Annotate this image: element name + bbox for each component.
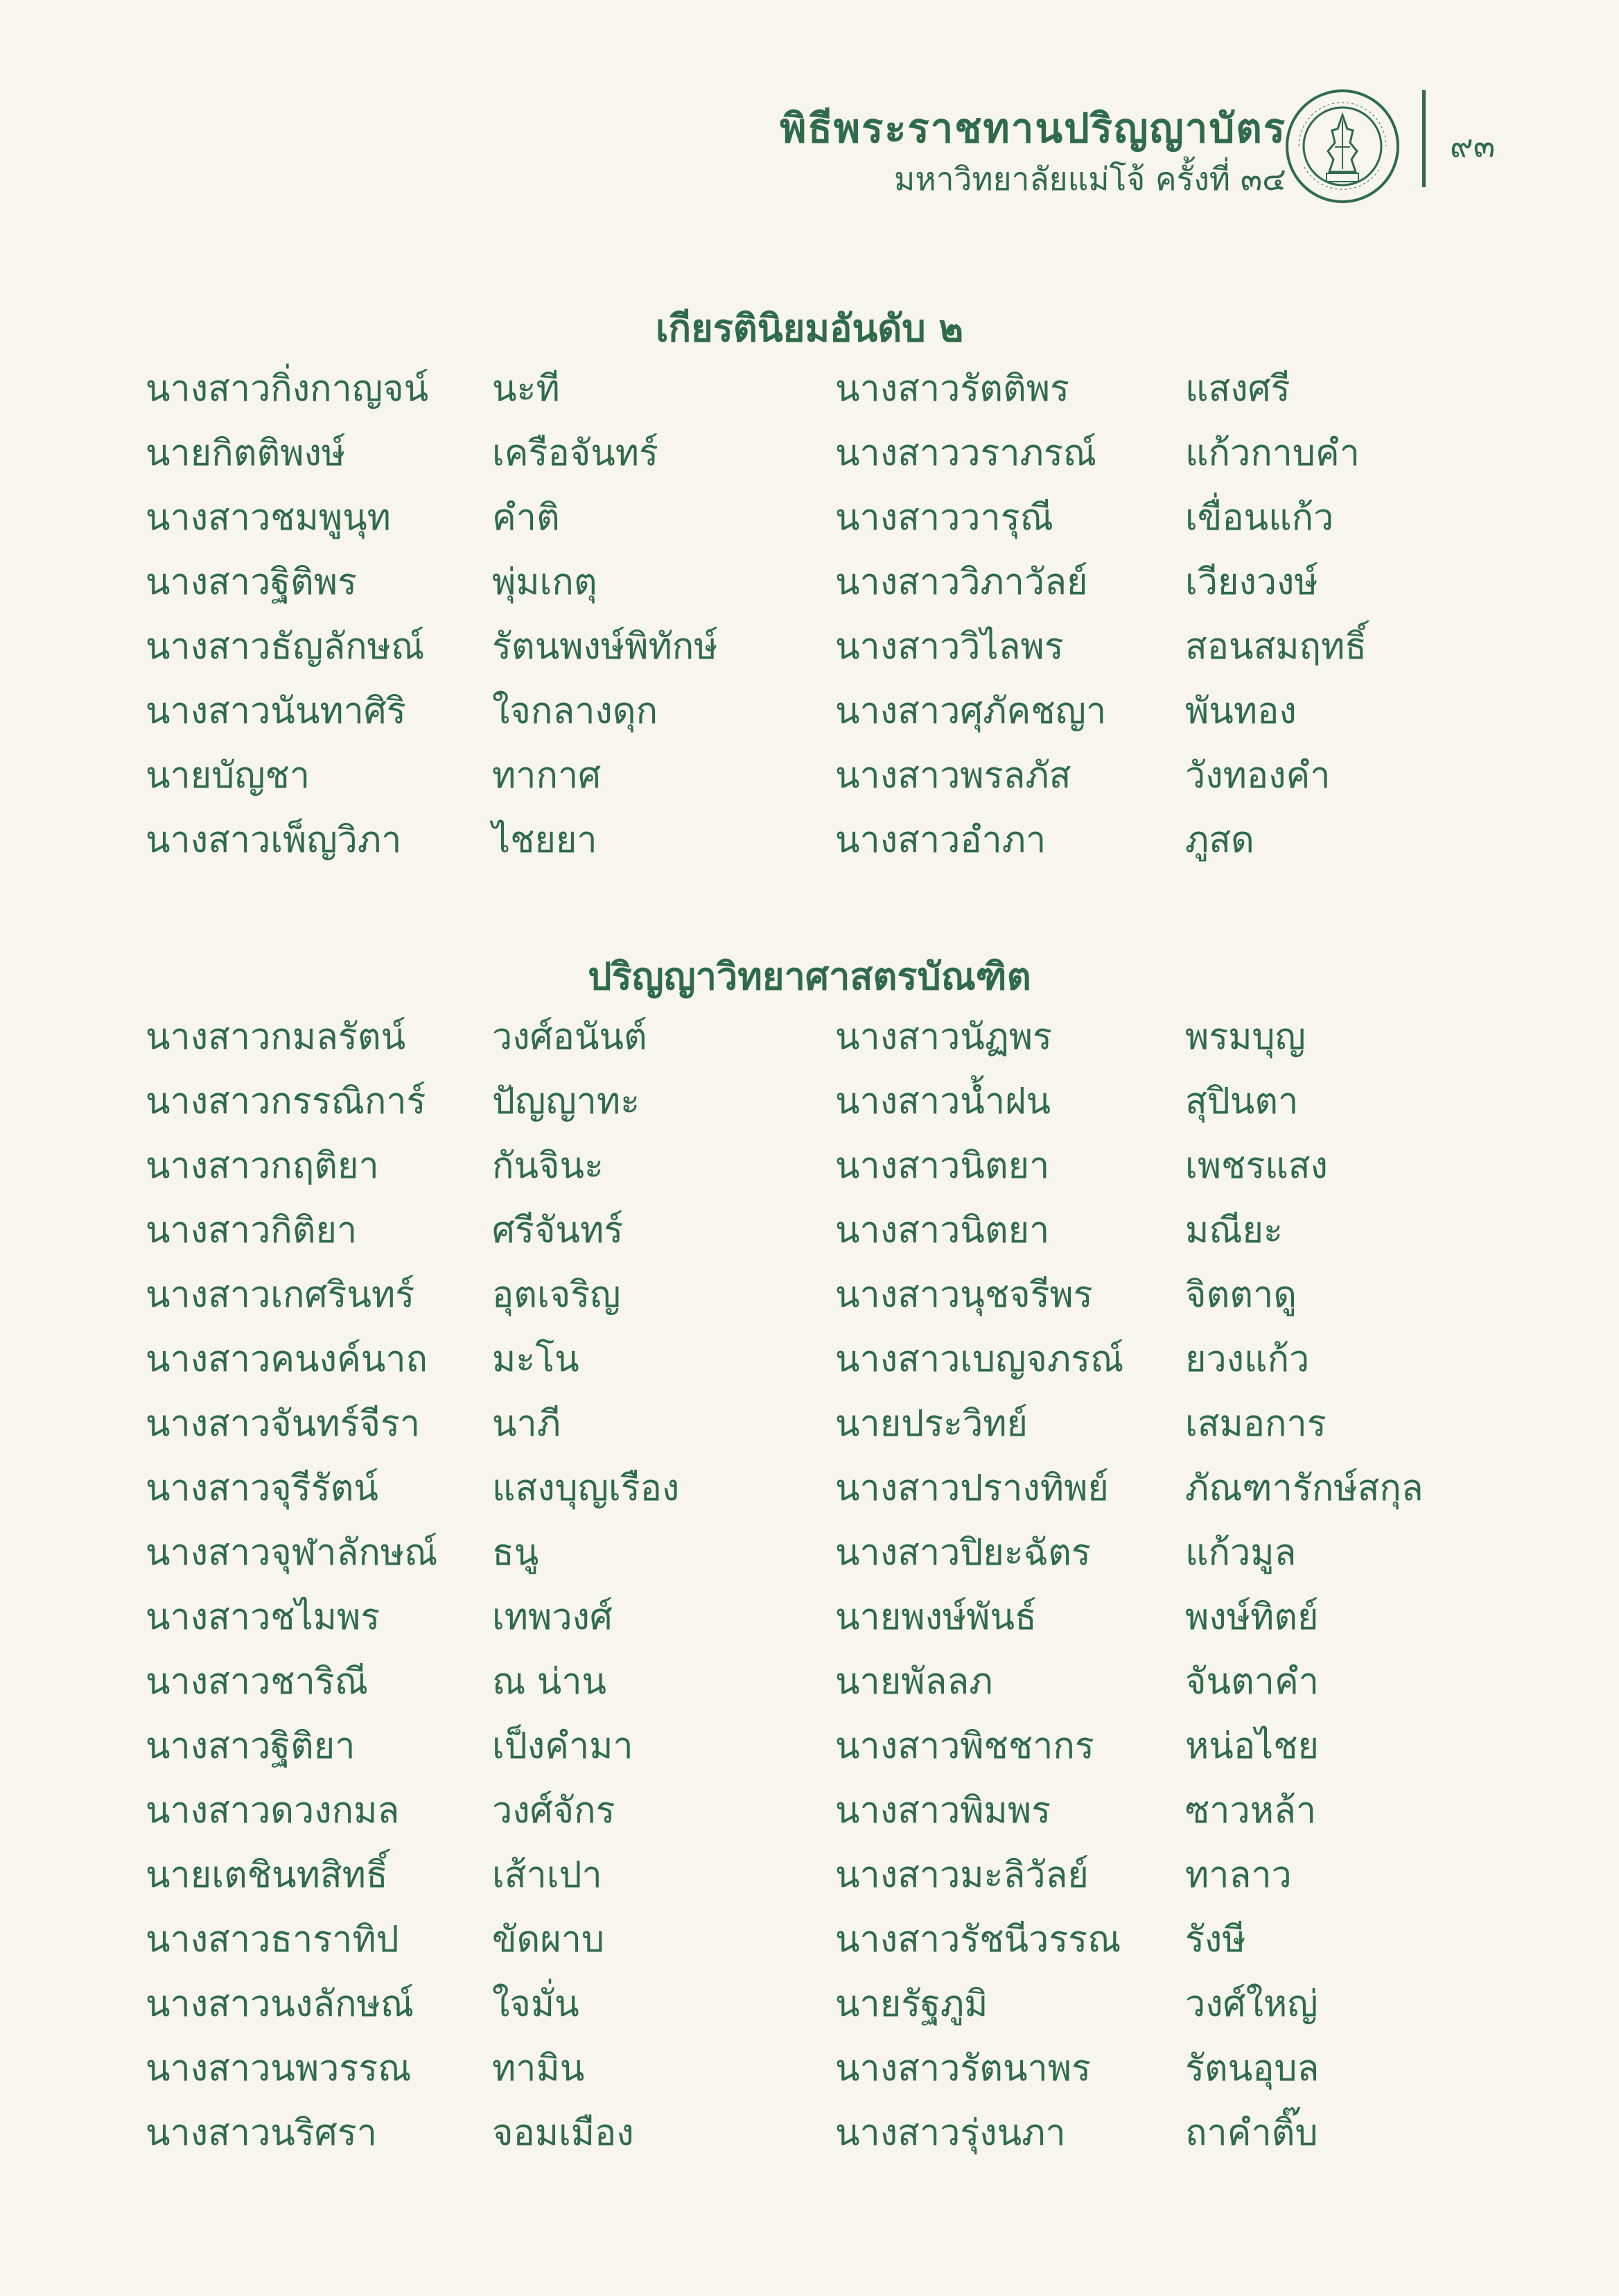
graduate-row [0,754,1619,819]
last-name-cell: สอนสมฤทธิ์ [1185,626,1367,668]
first-name-cell: นางสาวฐิติพร [146,562,357,603]
last-name-cell: จอมเมือง [492,2112,634,2154]
first-name-cell: นางสาวกรรณิการ์ [146,1081,426,1122]
last-name-cell: ศรีจันทร์ [492,1210,624,1251]
last-name-cell: รัตนอุบล [1185,2048,1320,2089]
section-heading: เกียรตินิยมอันดับ ๒ [655,306,964,350]
last-name-cell: คำติ [492,497,560,539]
graduate-row [0,2112,1619,2176]
first-name-cell: นายกิตติพงษ์ [146,433,346,474]
first-name-cell: นางสาวคนงค์นาถ [146,1339,428,1380]
last-name-cell: วงศ์จักร [492,1790,615,1832]
first-name-cell: นายบัญชา [146,755,310,797]
last-name-cell: มณียะ [1185,1210,1283,1251]
last-name-cell: ซาวหล้า [1185,1790,1317,1832]
last-name-cell: แสงศรี [1185,368,1290,410]
page-number: ๙๓ [1450,127,1496,164]
page-header [0,90,1619,215]
last-name-cell: ทากาศ [492,755,602,797]
first-name-cell: นางสาวเกศรินทร์ [146,1274,415,1316]
last-name-cell: รัตนพงษ์พิทักษ์ [492,626,718,668]
graduate-row [0,432,1619,496]
first-name-cell: นายพัลลภ [835,1661,993,1703]
graduate-row [0,1918,1619,1983]
first-name-cell: นางสาวดวงกมล [146,1790,400,1832]
graduate-row [0,625,1619,690]
graduate-row [0,819,1619,883]
first-name-cell: นายประวิทย์ [835,1403,1029,1445]
last-name-cell: ภูสด [1185,819,1254,861]
first-name-cell: นางสาวเพ็ญวิภา [146,819,402,861]
first-name-cell: นางสาวธาราทิป [146,1919,399,1960]
first-name-cell: นางสาววราภรณ์ [835,433,1097,474]
last-name-cell: เทพวงศ์ [492,1597,613,1638]
graduate-row [0,1725,1619,1789]
graduate-row [0,1854,1619,1918]
first-name-cell: นางสาวอำภา [835,819,1047,861]
first-name-cell: นางสาวรัชนีวรรณ [835,1919,1121,1960]
graduate-row [0,690,1619,754]
last-name-cell: ยวงแก้ว [1185,1339,1310,1380]
last-name-cell: จิตตาดู [1185,1274,1297,1316]
first-name-cell: นางสาวกิติยา [146,1210,358,1251]
first-name-cell: นางสาวพิมพร [835,1790,1051,1832]
last-name-cell: ถาคำติ๊บ [1185,2112,1318,2154]
first-name-cell: นางสาวเบญจภรณ์ [835,1339,1124,1380]
graduate-row [0,496,1619,561]
first-name-cell: นางสาวกมลรัตน์ [146,1016,406,1058]
graduate-row [0,2047,1619,2112]
graduate-row [0,1209,1619,1273]
first-name-cell: นางสาวกฤติยา [146,1145,379,1187]
first-name-cell: นางสาวชาริณี [146,1661,368,1703]
last-name-cell: พงษ์ทิตย์ [1185,1597,1319,1638]
last-name-cell: เป็งคำมา [492,1725,633,1767]
first-name-cell: นางสาวรัตนาพร [835,2048,1091,2089]
graduate-row [0,367,1619,432]
first-name-cell: นางสาวพิชชากร [835,1725,1094,1767]
first-name-cell: นางสาวนริศรา [146,2112,377,2154]
last-name-cell: สุปินตา [1185,1081,1299,1122]
first-name-cell: นางสาวรุ่งนภา [835,2112,1066,2154]
first-name-cell: นางสาวธัญลักษณ์ [146,626,425,668]
first-name-cell: นางสาวปรางทิพย์ [835,1468,1109,1509]
last-name-cell: นาภี [492,1403,561,1445]
graduate-row [0,1596,1619,1660]
last-name-cell: อุตเจริญ [492,1274,621,1316]
last-name-cell: เครือจันทร์ [492,433,658,474]
first-name-cell: นางสาววิภาวัลย์ [835,562,1088,603]
first-name-cell: นางสาวรัตติพร [835,368,1069,410]
first-name-cell: นายรัฐภูมิ [835,1983,988,2025]
last-name-cell: ขัดผาบ [492,1919,604,1960]
graduate-row [0,1145,1619,1209]
first-name-cell: นางสาวนัฏพร [835,1016,1052,1058]
last-name-cell: เสมอการ [1185,1403,1327,1445]
graduate-row [0,1789,1619,1854]
graduate-row [0,1402,1619,1467]
graduate-row [0,1016,1619,1080]
last-name-cell: มะโน [492,1339,579,1380]
last-name-cell: พุ่มเกตุ [492,562,597,603]
ceremony-title: พิธีพระราชทานปริญญาบัตร [780,105,1286,152]
last-name-cell: วังทองคำ [1185,755,1331,797]
first-name-cell: นายพงษ์พันธ์ [835,1597,1037,1638]
graduate-row [0,1983,1619,2047]
last-name-cell: วงศ์อนันต์ [492,1016,647,1058]
university-seal-icon [1284,87,1401,205]
graduate-row [0,1531,1619,1596]
first-name-cell: นางสาวจุฬาลักษณ์ [146,1532,438,1574]
last-name-cell: ปัญญาทะ [492,1081,640,1122]
university-subtitle: มหาวิทยาลัยแม่โจ้ ครั้งที่ ๓๔ [894,160,1286,198]
first-name-cell: นางสาวนพวรรณ [146,2048,412,2089]
last-name-cell: ภัณฑารักษ์สกุล [1185,1468,1424,1509]
last-name-cell: พันทอง [1185,690,1297,732]
first-name-cell: นางสาวพรลภัส [835,755,1071,797]
last-name-cell: ทามิน [492,2048,585,2089]
first-name-cell: นางสาวฐิติยา [146,1725,356,1767]
last-name-cell: ทาลาว [1185,1854,1292,1896]
graduate-row [0,1467,1619,1531]
section-heading: ปริญญาวิทยาศาสตรบัณฑิต [588,955,1031,998]
first-name-cell: นางสาวนงลักษณ์ [146,1983,414,2025]
first-name-cell: นางสาวศุภัคชญา [835,690,1107,732]
last-name-cell: ใจมั่น [492,1983,579,2025]
header-divider [1422,90,1426,187]
last-name-cell: ไชยยา [492,819,597,861]
first-name-cell: นางสาวชไมพร [146,1597,380,1638]
first-name-cell: นางสาวน้ำฝน [835,1081,1051,1122]
last-name-cell: ณ น่าน [492,1661,607,1703]
last-name-cell: หน่อไชย [1185,1725,1319,1767]
first-name-cell: นางสาวนิตยา [835,1210,1050,1251]
first-name-cell: นางสาววารุณี [835,497,1053,539]
last-name-cell: กันจินะ [492,1145,604,1187]
first-name-cell: นางสาวนันทาศิริ [146,690,406,732]
graduate-row [0,1080,1619,1145]
last-name-cell: แก้วกาบคำ [1185,433,1360,474]
first-name-cell: นางสาวนิตยา [835,1145,1050,1187]
last-name-cell: เส้าเปา [492,1854,602,1896]
graduate-row [0,1273,1619,1338]
first-name-cell: นายเตชินทสิทธิ์ [146,1854,388,1896]
last-name-cell: เวียงวงษ์ [1185,562,1318,603]
last-name-cell: เขื่อนแก้ว [1185,497,1334,539]
last-name-cell: นะที [492,368,560,410]
last-name-cell: จันตาคำ [1185,1661,1319,1703]
first-name-cell: นางสาวปิยะฉัตร [835,1532,1091,1574]
last-name-cell: เพชรแสง [1185,1145,1328,1187]
graduate-row [0,1660,1619,1725]
last-name-cell: พรมบุญ [1185,1016,1306,1058]
first-name-cell: นางสาวมะลิวัลย์ [835,1854,1089,1896]
first-name-cell: นางสาวกิ่งกาญจน์ [146,368,429,410]
first-name-cell: นางสาวชมพูนุท [146,497,391,539]
first-name-cell: นางสาวจุรีรัตน์ [146,1468,378,1509]
last-name-cell: รังษี [1185,1919,1246,1960]
last-name-cell: ใจกลางดุก [492,690,658,732]
first-name-cell: นางสาวจันทร์จีรา [146,1403,421,1445]
graduate-row [0,1338,1619,1402]
last-name-cell: แก้วมูล [1185,1532,1297,1574]
first-name-cell: นางสาววิไลพร [835,626,1064,668]
last-name-cell: แสงบุญเรือง [492,1468,680,1509]
last-name-cell: ธนู [492,1532,539,1574]
last-name-cell: วงศ์ใหญ่ [1185,1983,1318,2025]
first-name-cell: นางสาวนุชจรีพร [835,1274,1093,1316]
graduate-row [0,561,1619,625]
